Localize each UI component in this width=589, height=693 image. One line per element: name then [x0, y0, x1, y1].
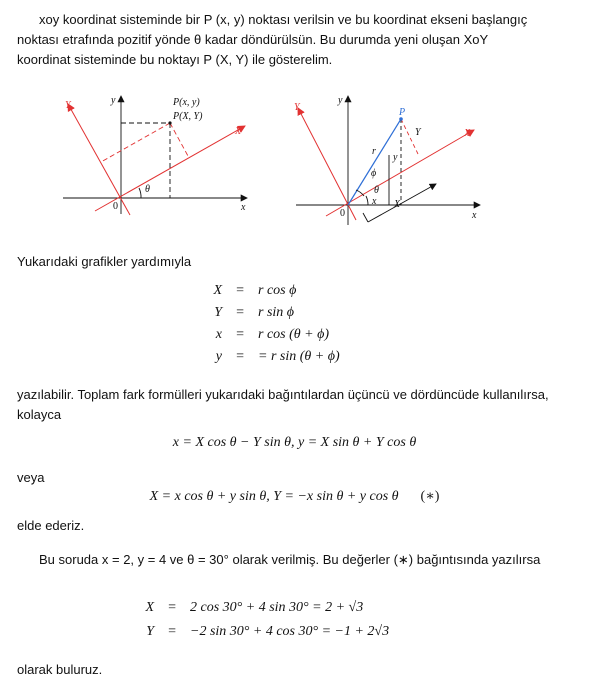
label-x-seg: x	[372, 196, 377, 207]
figure-rotation-1	[55, 92, 255, 217]
formula-2-tag: (∗)	[420, 489, 440, 504]
label-x: x	[241, 202, 246, 213]
label-Y-seg: Y	[415, 127, 421, 138]
equation-x: x = r cos (θ + ϕ)	[215, 327, 330, 342]
get-text: elde ederiz.	[17, 518, 85, 533]
label-phi: ϕ	[371, 168, 377, 179]
or-text: veya	[17, 470, 45, 485]
label-X: X	[235, 126, 242, 137]
label-origin: 0	[113, 201, 118, 212]
label-Y: Y	[294, 102, 300, 113]
intro-paragraph: xoy koordinat sisteminde bir P (x, y) noktası verilsin ve bu koordinat ekseni başlangıç noktası etrafında pozitif yönde θ kadar döndürülsün. Bu durumda yeni oluşan XoY koordinat sisteminde bu noktayı P (X, Y) ile gösterelim.	[17, 12, 528, 67]
equation-y: y = = r sin (θ + ϕ)	[215, 349, 340, 364]
label-P: P	[399, 107, 406, 118]
figure-rotation-2	[288, 92, 488, 230]
label-r: r	[372, 146, 376, 157]
result-Y: Y = −2 sin 30° + 4 cos 30° = −1 + 2√3	[146, 624, 390, 639]
given-text: Bu soruda x = 2, y = 4 ve θ = 30° olarak verilmiş. Bu değerler (∗) bağıntısında yazılırsa	[39, 552, 541, 567]
label-X: X	[464, 128, 471, 139]
label-theta: θ	[374, 185, 379, 196]
label-x: x	[472, 210, 477, 221]
label-y: y	[111, 95, 116, 106]
label-Y: Y	[65, 100, 71, 111]
label-point-old: P(x, y)	[173, 97, 200, 108]
written-text: yazılabilir. Toplam fark formülleri yukarıdaki bağıntılardan üçüncü ve dördüncüde kullanılırsa, kolayca	[17, 387, 549, 422]
formula-2: X = x cos θ + y sin θ, Y = −x sin θ + y cos θ (∗)	[149, 489, 440, 504]
label-origin: 0	[340, 208, 345, 219]
find-text: olarak buluruz.	[17, 662, 103, 677]
equation-Y: Y = r sin ϕ	[214, 305, 295, 320]
result-X: X = 2 cos 30° + 4 sin 30° = 2 + √3	[145, 600, 364, 615]
label-point-new: P(X, Y)	[173, 111, 203, 122]
label-theta: θ	[145, 184, 150, 195]
equation-X: X = r cos ϕ	[213, 283, 297, 298]
label-y-seg: y	[393, 152, 398, 163]
graphs-text: Yukarıdaki grafikler yardımıyla	[17, 254, 192, 269]
formula-1: x = X cos θ − Y sin θ, y = X sin θ + Y cos θ	[172, 435, 417, 450]
label-X-seg: X	[394, 199, 401, 210]
label-y: y	[338, 95, 343, 106]
